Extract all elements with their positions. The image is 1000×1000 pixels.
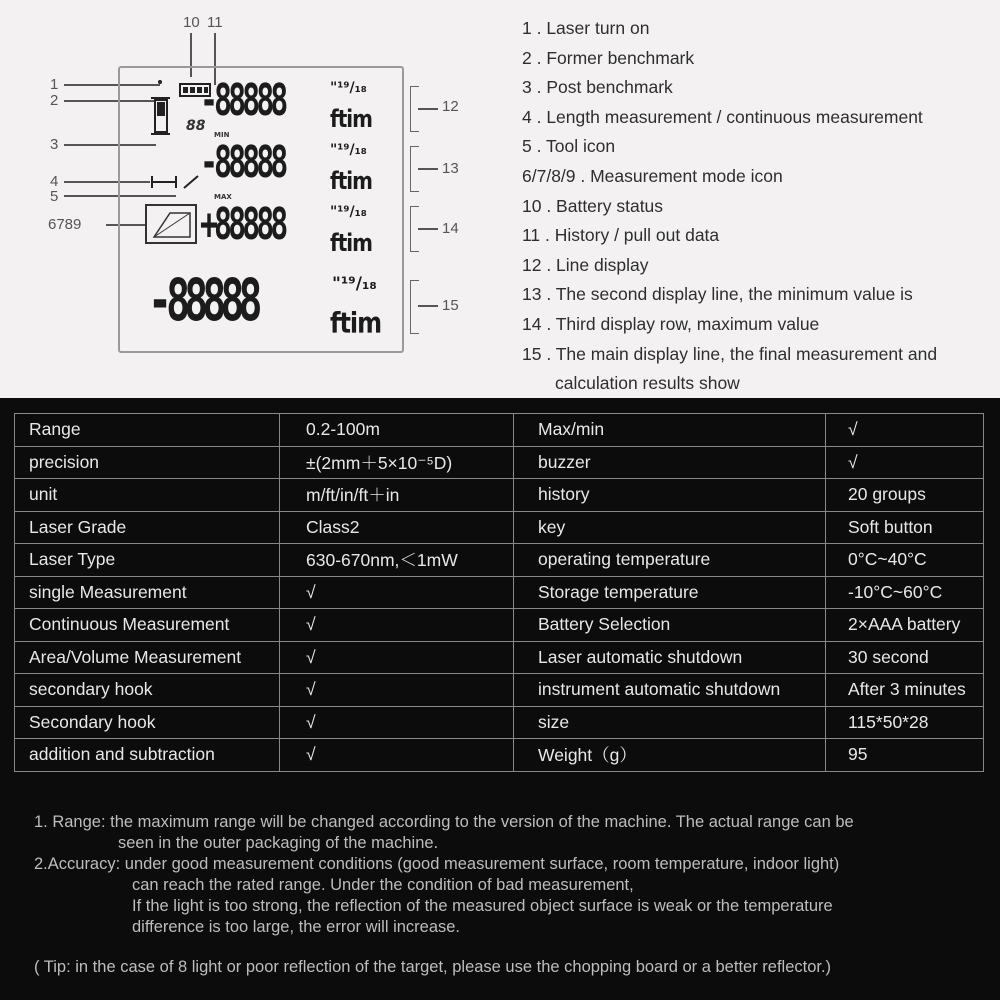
spec-cell: 630-670nm,＜1mW — [280, 544, 514, 577]
callout-12: 12 — [442, 98, 459, 115]
unit-line-15: ftim — [330, 306, 382, 340]
callout-1: 1 — [50, 76, 59, 93]
bracket-15 — [410, 280, 419, 334]
spec-cell: buzzer — [514, 446, 826, 479]
spec-section — [0, 398, 1000, 1000]
spec-cell: √ — [280, 674, 514, 707]
spec-row — [15, 414, 984, 447]
spec-cell: 30 second — [826, 641, 984, 674]
legend-item: 5 . Tool icon — [522, 136, 616, 157]
spec-cell: Continuous Measurement — [15, 609, 280, 642]
spec-cell: Laser automatic shutdown — [514, 641, 826, 674]
max-label: MAX — [214, 193, 232, 201]
spec-cell: -10°C~60°C — [826, 576, 984, 609]
callout-11: 11 — [207, 14, 223, 31]
spec-cell: Class2 — [280, 511, 514, 544]
min-label: MIN — [214, 131, 230, 139]
display-line-15: -88888 — [148, 268, 257, 335]
display-line-12: -88888 — [200, 76, 285, 127]
bracket-14 — [410, 206, 419, 252]
legend-item: 15 . The main display line, the final measurement and — [522, 343, 938, 364]
spec-row — [15, 706, 984, 739]
spec-cell: Secondary hook — [15, 706, 280, 739]
spec-row — [15, 479, 984, 512]
note-2-line: can reach the rated range. Under the condition of bad measurement, — [132, 876, 634, 894]
diagram-section — [0, 0, 1000, 398]
legend-item: 1 . Laser turn on — [522, 18, 650, 38]
spec-cell: Area/Volume Measurement — [15, 641, 280, 674]
tip-text: ( Tip: in the case of 8 light or poor reflection of the target, please use the chopping board or a better reflector.) — [34, 958, 832, 976]
bracket-13 — [410, 146, 419, 192]
legend-item: 3 . Post benchmark — [522, 77, 673, 98]
note-2-line: 2.Accuracy: under good measurement conditions (good measurement surface, room temperature, indoor light) — [34, 855, 840, 873]
legend-item: calculation results show — [555, 373, 740, 394]
lcd-diagram — [0, 0, 500, 398]
display-line-13: -88888 — [200, 138, 285, 189]
legend-item: 14 . Third display row, maximum value — [522, 313, 820, 334]
spec-cell: m/ft/in/ft＋in — [280, 479, 514, 512]
spec-row — [15, 739, 984, 772]
spec-row — [15, 544, 984, 577]
spec-row — [15, 446, 984, 479]
legend-item: 13 . The second display line, the minimum value is — [522, 284, 913, 305]
callout-14: 14 — [442, 220, 459, 237]
spec-cell: Storage temperature — [514, 576, 826, 609]
spec-cell: Weight（g） — [514, 739, 826, 772]
note-1-line: seen in the outer packaging of the machine. — [118, 834, 439, 852]
spec-cell: √ — [280, 641, 514, 674]
fraction-line-15: "¹⁹/₁₈ — [332, 274, 377, 294]
callout-5: 5 — [50, 188, 59, 205]
spec-table-body — [15, 414, 984, 772]
legend-item: 4 . Length measurement / continuous measurement — [522, 106, 923, 127]
history-digits: 88 — [186, 118, 206, 134]
spec-cell: 20 groups — [826, 479, 984, 512]
spec-cell: Soft button — [826, 511, 984, 544]
spec-cell: single Measurement — [15, 576, 280, 609]
spec-cell: Max/min — [514, 414, 826, 447]
callout-2: 2 — [50, 92, 59, 109]
callout-10: 10 — [183, 14, 200, 31]
note-2-line: If the light is too strong, the reflection of the measured object surface is weak or the temperature — [132, 897, 833, 915]
leader-13 — [418, 168, 438, 170]
area-volume-mode-icon — [144, 203, 202, 247]
spec-cell: instrument automatic shutdown — [514, 674, 826, 707]
spec-cell: key — [514, 511, 826, 544]
spec-row — [15, 511, 984, 544]
spec-cell: √ — [280, 609, 514, 642]
unit-line-13: ftim — [330, 166, 372, 195]
callout-13: 13 — [442, 160, 459, 177]
legend-item: 6/7/8/9 . Measurement mode icon — [522, 165, 783, 186]
spec-cell: After 3 minutes — [826, 674, 984, 707]
spec-cell: secondary hook — [15, 674, 280, 707]
leader-14 — [418, 228, 438, 230]
legend-item: 10 . Battery status — [522, 195, 664, 216]
legend-item: 2 . Former benchmark — [522, 47, 695, 68]
fraction-line-13: "¹⁹/₁₈ — [330, 142, 367, 158]
legend-item: 11 . History / pull out data — [522, 225, 720, 246]
spec-cell: √ — [826, 414, 984, 447]
spec-cell: √ — [280, 576, 514, 609]
spec-cell: addition and subtraction — [15, 739, 280, 772]
legend-list — [522, 14, 992, 399]
leader-15 — [418, 305, 438, 307]
leader-12 — [418, 108, 438, 110]
spec-row — [15, 576, 984, 609]
spec-cell: Range — [15, 414, 280, 447]
spec-cell: operating temperature — [514, 544, 826, 577]
spec-row — [15, 641, 984, 674]
callout-15: 15 — [442, 297, 459, 314]
spec-cell: Laser Grade — [15, 511, 280, 544]
spec-cell: ±(2mm＋5×10⁻⁵D) — [280, 446, 514, 479]
bracket-12 — [410, 86, 419, 132]
spec-cell: √ — [280, 706, 514, 739]
spec-cell: 95 — [826, 739, 984, 772]
unit-line-14: ftim — [330, 228, 372, 257]
spec-cell: √ — [826, 446, 984, 479]
spec-cell: history — [514, 479, 826, 512]
spec-cell: unit — [15, 479, 280, 512]
callout-6789: 6789 — [48, 216, 82, 233]
spec-table — [14, 413, 984, 772]
spec-cell: √ — [280, 739, 514, 772]
spec-cell: size — [514, 706, 826, 739]
spec-cell: precision — [15, 446, 280, 479]
spec-row — [15, 609, 984, 642]
spec-cell: Laser Type — [15, 544, 280, 577]
unit-line-12: ftim — [330, 104, 372, 133]
spec-cell: 115*50*28 — [826, 706, 984, 739]
note-2-line: difference is too large, the error will increase. — [132, 918, 461, 936]
spec-cell: 0°C~40°C — [826, 544, 984, 577]
callout-3: 3 — [50, 136, 59, 153]
display-line-14: +88888 — [200, 200, 285, 251]
callout-4: 4 — [50, 173, 59, 190]
legend-item: 12 . Line display — [522, 254, 649, 275]
fraction-line-14: "¹⁹/₁₈ — [330, 204, 367, 220]
notes — [34, 812, 984, 938]
spec-row — [15, 674, 984, 707]
note-1-line: 1. Range: the maximum range will be changed according to the version of the machine. The actual range can be — [34, 813, 854, 831]
spec-cell: 0.2-100m — [280, 414, 514, 447]
spec-cell: Battery Selection — [514, 609, 826, 642]
fraction-line-12: "¹⁹/₁₈ — [330, 80, 367, 96]
spec-cell: 2×AAA battery — [826, 609, 984, 642]
